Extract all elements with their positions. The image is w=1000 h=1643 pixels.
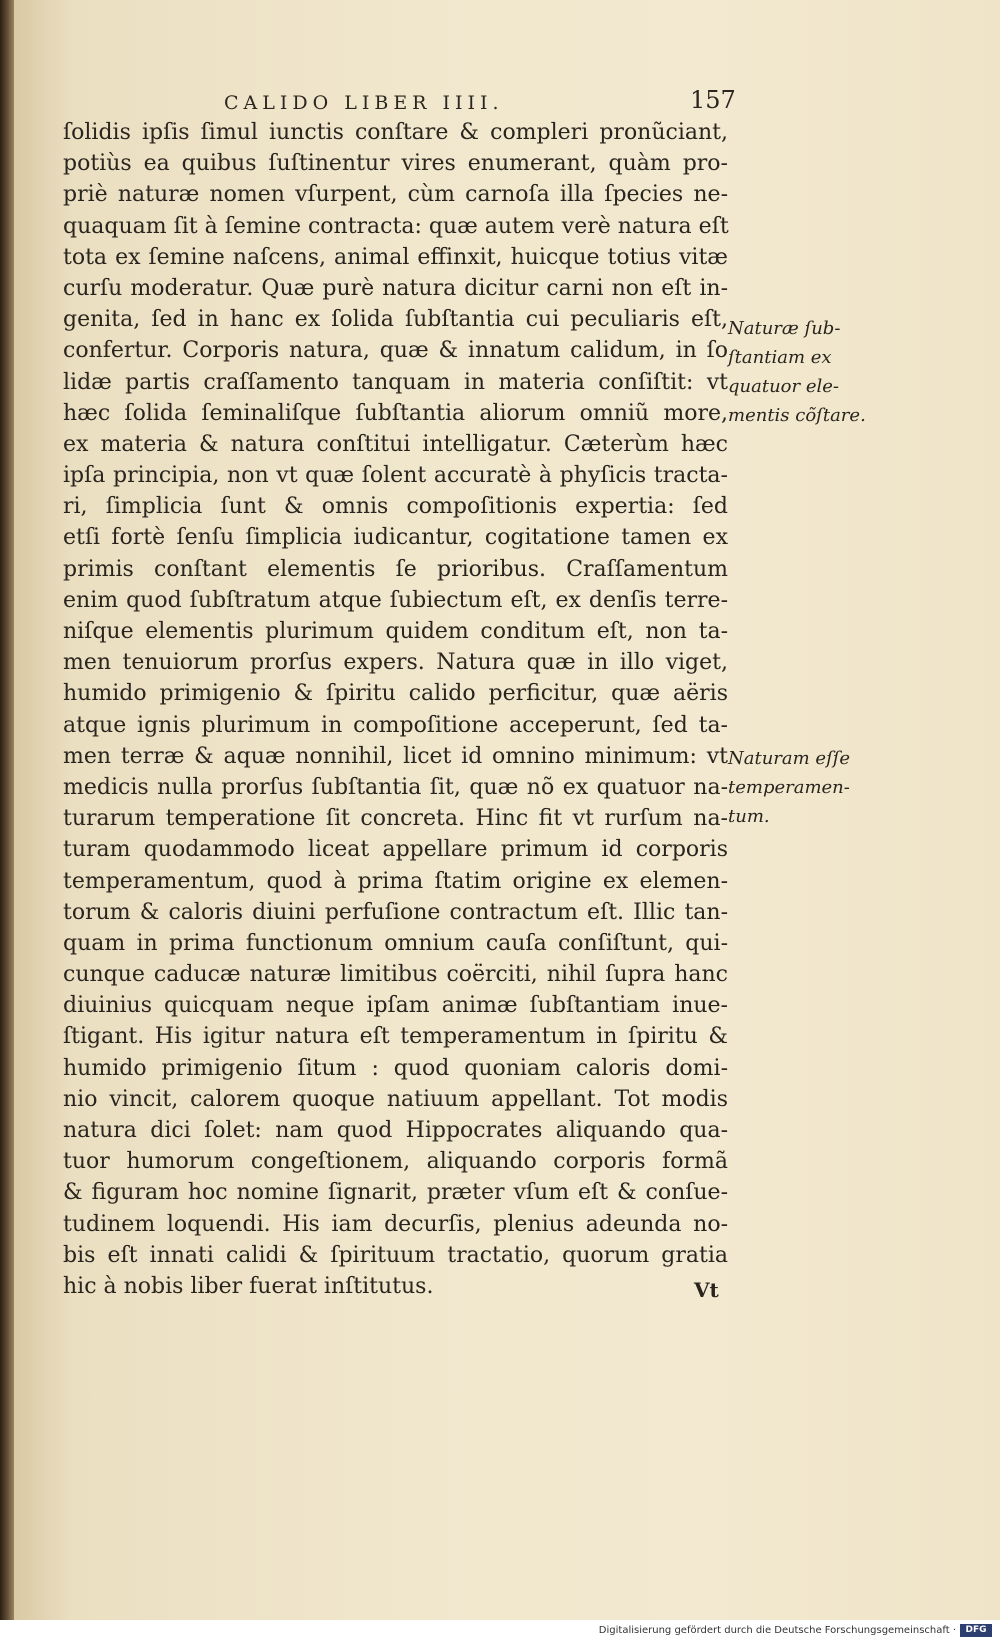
text-line: genita, ſed in hanc ex ſolida ſubſtantia cui peculiaris eſt,	[63, 307, 728, 333]
text-line: cunque caducæ naturæ limitibus coërciti, nihil ſupra hanc	[63, 962, 728, 988]
footer-credit: Digitalisierung gefördert durch die Deutsche Forschungsgemeinschaft ·	[598, 1625, 956, 1636]
digitization-footer	[0, 1620, 1000, 1643]
text-line: tuor humorum congeſtionem, aliquando corporis formã	[63, 1149, 728, 1175]
running-title: CALIDO LIBER IIII.	[224, 92, 504, 114]
text-line: ri, ſimplicia ſunt & omnis compoſitionis expertia: ſed	[63, 494, 728, 520]
text-line: quam in prima functionum omnium cauſa conſiſtunt, qui-	[63, 930, 728, 956]
text-line: diuinius quicquam neque ipſam animæ ſubſtantiam inue-	[63, 993, 728, 1019]
text-line: etſi fortè ſenſu ſimplicia iudicantur, cogitatione tamen ex	[63, 525, 728, 551]
text-line: men terræ & aquæ nonnihil, licet id omnino minimum: vt	[63, 743, 728, 769]
text-line: turarum temperatione ſit concreta. Hinc fit vt rurſum na-	[63, 806, 728, 832]
margin-note-line: Naturæ ſub-	[728, 318, 841, 339]
text-line: tudinem loquendi. His iam decurſis, plenius adeunda no-	[63, 1211, 728, 1237]
margin-note-line: mentis cõſtare.	[728, 405, 866, 426]
margin-note-1	[728, 314, 866, 430]
text-line: torum & caloris diuini perfuſione contractum eſt. Illic tan-	[63, 899, 728, 925]
text-line: curſu moderatur. Quæ purè natura dicitur carni non eſt in-	[63, 275, 728, 301]
text-line: temperamentum, quod à prima ſtatim origine ex elemen-	[63, 868, 728, 894]
text-line: confertur. Corporis natura, quæ & innatum calidum, in ſo	[63, 338, 728, 364]
text-line: bis eſt innati calidi & ſpirituum tractatio, quorum gratia	[63, 1242, 728, 1268]
text-line: primis conſtant elementis ſe prioribus. Craſſamentum	[63, 556, 728, 582]
text-line: hic à nobis liber fuerat inſtitutus.	[63, 1273, 434, 1299]
catchword: Vt	[694, 1278, 719, 1302]
page-number: 157	[690, 86, 736, 114]
text-line: humido primigenio ſitum : quod quoniam caloris domi-	[63, 1055, 728, 1081]
margin-note-line: tum.	[728, 806, 770, 827]
text-line: & figuram hoc nomine ſignarit, præter vſum eſt & conſue-	[63, 1180, 728, 1206]
margin-note-line: Naturam eſſe	[728, 748, 851, 769]
text-line: medicis nulla prorſus ſubſtantia ſit, quæ nõ ex quatuor na-	[63, 774, 728, 800]
text-line: humido primigenio & ſpiritu calido perficitur, quæ aëris	[63, 681, 728, 707]
margin-note-2	[728, 744, 850, 831]
text-line: priè naturæ nomen vſurpent, cùm carnoſa illa ſpecies ne-	[63, 182, 728, 208]
text-line: potiùs ea quibus ſuſtinentur vires enumerant, quàm pro-	[63, 151, 728, 177]
text-line: enim quod ſubſtratum atque ſubiectum eſt, ex denſis terre-	[63, 587, 728, 613]
text-line: ex materia & natura conſtitui intelligatur. Cæterùm hæc	[63, 431, 728, 457]
main-text-block	[63, 117, 728, 1302]
dfg-logo: DFG	[960, 1624, 992, 1637]
text-line: ſolidis ipſis ſimul iunctis conſtare & compleri pronũciant,	[63, 120, 728, 145]
text-line: men tenuiorum prorſus expers. Natura quæ in illo viget,	[63, 650, 728, 676]
text-line: niſque elementis plurimum quidem conditum eſt, non ta-	[63, 619, 728, 644]
margin-note-line: temperamen-	[728, 777, 850, 798]
text-line: natura dici ſolet: nam quod Hippocrates aliquando qua-	[63, 1118, 728, 1143]
text-line: turam quodammodo liceat appellare primum id corporis	[63, 837, 728, 863]
book-spine-edge	[0, 0, 14, 1620]
text-line: tota ex ſemine naſcens, animal effinxit, huicque totius vitæ	[63, 244, 728, 270]
text-line: quaquam ſit à ſemine contracta: quæ autem verè natura eſt	[63, 213, 729, 239]
margin-note-line: ſtantiam ex	[728, 347, 832, 368]
text-line: ſtigant. His igitur natura eſt temperamentum in ſpiritu &	[63, 1024, 728, 1050]
text-line: nio vincit, calorem quoque natiuum appellant. Tot modis	[63, 1086, 728, 1112]
text-line: lidæ partis craſſamento tanquam in materia conſiſtit: vt	[63, 369, 728, 395]
text-line: ipſa principia, non vt quæ ſolent accuratè à phyſicis tracta-	[63, 463, 728, 489]
margin-note-line: quatuor ele-	[728, 376, 839, 397]
text-line: hæc ſolida ſeminaliſque ſubſtantia aliorum omniũ more,	[63, 400, 728, 426]
text-line: atque ignis plurimum in compoſitione acceperunt, ſed ta-	[63, 712, 728, 738]
